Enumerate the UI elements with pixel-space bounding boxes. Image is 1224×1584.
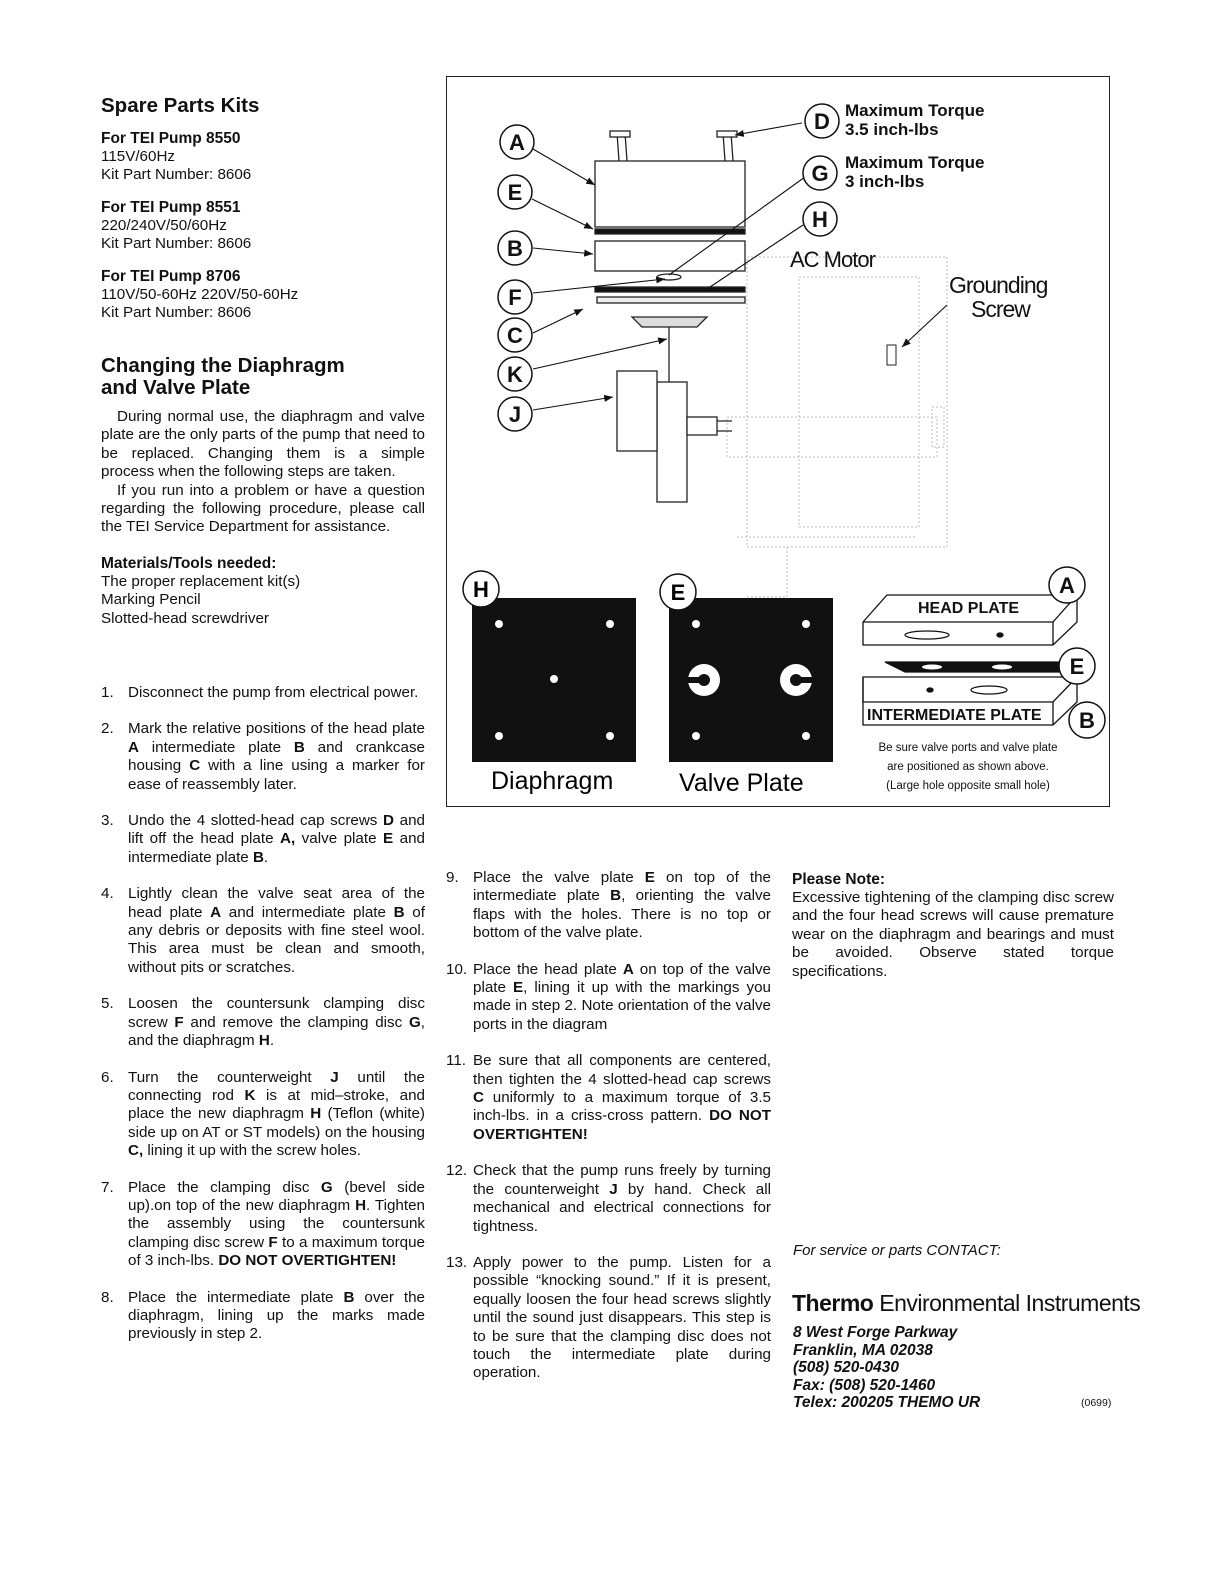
changing-heading-line1: Changing the Diaphragm (101, 354, 345, 377)
please-note (792, 870, 1114, 981)
steps-left-list (101, 684, 425, 1344)
step-text: Loosen the countersunk clamping disc screw (128, 995, 425, 1031)
kit-voltage: 220/240V/50/60Hz (101, 216, 227, 234)
valve-plate-detail (660, 574, 833, 797)
material-item: Marking Pencil (101, 591, 201, 609)
step-text: and crankcase housing (128, 738, 425, 775)
step-emphasis: H (310, 1105, 322, 1123)
diaphragm-detail (463, 571, 636, 795)
step-number: 8. (101, 1288, 114, 1306)
step-emphasis: D (383, 812, 395, 830)
step-text: Turn the counterweight (128, 1068, 331, 1086)
step-text: by hand. Check all mechanical and electrical connections for tightness. (473, 1180, 771, 1235)
step-text: intermediate plate (138, 738, 294, 756)
kit-title: For TEI Pump 8706 (101, 267, 241, 285)
step-emphasis: H (355, 1196, 367, 1214)
step-emphasis: J (609, 1180, 618, 1198)
intermediate-plate-label: INTERMEDIATE PLATE (867, 707, 1042, 724)
step-number: 5. (101, 995, 114, 1013)
step-emphasis: A (622, 960, 634, 978)
step-emphasis: B (343, 1288, 355, 1306)
d-torque-label-2: 3.5 inch-lbs (845, 120, 939, 139)
step-emphasis: H (258, 1032, 270, 1050)
material-item: The proper replacement kit(s) (101, 572, 301, 590)
housing-part (597, 297, 745, 303)
step-text: is at mid–stroke, and place the new diaphragm (128, 1086, 425, 1123)
step-text: Place the intermediate plate (128, 1288, 344, 1306)
step-text: of any debris or deposits with fine steel wool. This area must be clean and smooth, without pits or scratches. (128, 903, 425, 976)
diaphragm-letter: H (473, 577, 489, 602)
step-text: (bevel side up).on top of the new diaphragm (128, 1178, 425, 1214)
step-text: , and the diaphragm (128, 1013, 425, 1050)
step-text: Check that the pump runs freely by turning the counterweight (473, 1162, 771, 1198)
step-item (446, 869, 771, 943)
brand-rest: Environmental Instruments (873, 1290, 1141, 1316)
step-item (101, 885, 425, 977)
step-number: 7. (101, 1178, 114, 1196)
step-item (101, 684, 425, 702)
step-item (101, 1289, 425, 1344)
grounding-label-1: Grounding (949, 272, 1048, 298)
kit-voltage: 115V/60Hz (101, 148, 176, 165)
address-line: (508) 520-0430 (793, 1359, 899, 1376)
d-torque-label-1: Maximum Torque (845, 101, 985, 120)
step-text: Undo the 4 slotted-head cap screws (128, 812, 384, 830)
stack-note-line3: (Large hole opposite small hole) (886, 780, 1050, 792)
kit-title: For TEI Pump 8550 (101, 130, 241, 147)
step-emphasis: DO NOT OVERTIGHTEN! (218, 1252, 397, 1270)
step-number: 11. (446, 1052, 466, 1070)
motor-outline (727, 257, 947, 597)
step-text: Place the clamping disc (128, 1178, 321, 1196)
step-number: 12. (446, 1162, 468, 1180)
step-emphasis: E (513, 979, 524, 997)
head-plate-label: HEAD PLATE (918, 600, 1020, 617)
step-text: and intermediate plate (221, 903, 394, 921)
contact-line: For service or parts CONTACT: (793, 1242, 1001, 1259)
letter-E: E (507, 180, 523, 205)
letter-G: G (811, 161, 829, 186)
step-emphasis: C, (128, 1142, 144, 1160)
step-emphasis: J (330, 1068, 339, 1086)
grounding-label-2: Screw (971, 296, 1030, 322)
note-text: Excessive tightening of the clamping disc screw and the four head screws will cause premature wear on the diaphragm and bearings and must be avoided. Observe stated torque specifications. (792, 889, 1114, 980)
step-emphasis: B (610, 887, 622, 905)
step-text: lining it up with the screw holes. (143, 1142, 361, 1160)
head-plate-part (595, 161, 745, 227)
stack-letter-E: E (1069, 654, 1085, 679)
step-number: 3. (101, 812, 114, 830)
address-line: Telex: 200205 THEMO UR (793, 1394, 981, 1411)
step-text: . (263, 848, 269, 866)
step-text: and remove the clamping disc (183, 1013, 409, 1031)
step-emphasis: G (320, 1178, 333, 1196)
kit-entry (101, 198, 431, 254)
step-number: 9. (446, 869, 459, 886)
address-line: 8 West Forge Parkway (793, 1324, 958, 1341)
step-emphasis: F (174, 1013, 184, 1031)
kit-part-number: Kit Part Number: 8606 (101, 235, 252, 253)
step-item (101, 995, 425, 1050)
materials-title: Materials/Tools needed: (101, 554, 277, 572)
stack-letter-A: A (1059, 573, 1075, 598)
step-emphasis: DO NOT OVERTIGHTEN! (473, 1107, 771, 1143)
address-line: Fax: (508) 520-1460 (793, 1376, 936, 1394)
step-emphasis: E (644, 869, 655, 886)
step-number: 4. (101, 885, 114, 903)
pump-diagram-svg (447, 77, 1111, 808)
kit-list (101, 129, 431, 322)
step-text: , lining it up with the markings you made in step 2. Note orientation of the valve ports in the diagram (473, 979, 771, 1033)
letter-B: B (507, 236, 523, 261)
intro-paragraph: During normal use, the diaphragm and valve plate are the only parts of the pump that need to be replaced. Changing them is a simple process when the following steps are taken. (101, 408, 425, 481)
letter-F: F (508, 285, 522, 310)
connecting-rod-part (617, 371, 657, 451)
company-address (793, 1324, 980, 1412)
exploded-parts (595, 131, 745, 502)
step-text: . (269, 1032, 275, 1050)
step-text: (Teflon (white) side up on AT or ST models) on the housing (128, 1105, 425, 1141)
spare-parts-section (101, 95, 431, 335)
letter-A: A (509, 130, 525, 155)
step-number: 1. (101, 684, 114, 701)
changing-heading-line2: and Valve Plate (101, 376, 251, 399)
step-emphasis: B (393, 903, 405, 921)
clamp-disc-part (632, 317, 707, 327)
note-title: Please Note: (792, 871, 886, 888)
doc-code: (0699) (1081, 1397, 1112, 1409)
grounding-screw (887, 345, 896, 365)
step-item (101, 1069, 425, 1161)
step-text: and intermediate plate (128, 830, 425, 866)
step-item (101, 812, 425, 867)
kit-entry (101, 267, 431, 323)
step-emphasis: F (268, 1233, 278, 1251)
step-text: . Tighten the assembly using the countersunk clamping disc screw (128, 1196, 425, 1251)
letter-H: H (812, 207, 828, 232)
step-text: with a line using a marker for ease of reassembly later. (128, 757, 425, 793)
step-emphasis: B (252, 848, 264, 866)
step-text: Apply power to the pump. Listen for a possible “knocking sound.” If it is present, equally loosen the four head screws slightly until the sound just disappears. This step is to be sure that the clamping disc does not touch the intermediate plate during operation. (473, 1253, 771, 1382)
help-paragraph: If you run into a problem or have a question regarding the following procedure, please call the TEI Service Department for assistance. (101, 481, 425, 536)
valve-plate-letter: E (670, 580, 686, 605)
step-text: to a maximum torque of 3 inch-lbs. (128, 1233, 425, 1270)
step-text: valve plate (295, 830, 384, 848)
step-emphasis: A (128, 738, 139, 756)
step-item (446, 1052, 771, 1144)
stack-note-line1: Be sure valve ports and valve plate (878, 742, 1058, 754)
g-torque-label-2: 3 inch-lbs (845, 172, 925, 191)
stack-letter-B: B (1079, 708, 1095, 733)
step-text: uniformly to a maximum torque of 3.5 inch-lbs. in a criss-cross pattern. (473, 1089, 771, 1125)
step-item (101, 720, 425, 794)
kit-title: For TEI Pump 8551 (101, 198, 241, 216)
step-text: , orienting the valve flaps with the holes. There is no top or bottom of the valve plate. (473, 887, 771, 942)
step-text: Be sure that all components are centered, then tighten the 4 slotted-head cap screws (473, 1052, 771, 1088)
kit-part-number: Kit Part Number: 8606 (101, 166, 252, 184)
brand-bold: Thermo (792, 1290, 874, 1316)
changing-section (101, 355, 425, 628)
letter-D: D (814, 109, 830, 134)
step-text: Lightly clean the valve seat area of the head plate (128, 885, 425, 921)
step-number: 2. (101, 720, 114, 738)
pump-diagram (446, 76, 1110, 807)
address-line: Franklin, MA 02038 (793, 1341, 933, 1359)
part-letters-left (498, 125, 534, 431)
step-emphasis: E (383, 830, 394, 848)
step-number: 6. (101, 1068, 114, 1086)
diaphragm-caption: Diaphragm (491, 767, 614, 795)
steps-mid-list (446, 869, 771, 1383)
spare-parts-heading: Spare Parts Kits (101, 94, 260, 117)
step-emphasis: A (210, 903, 222, 921)
step-emphasis: C (189, 757, 201, 775)
step-text: until the connecting rod (128, 1068, 425, 1104)
step-item (101, 1179, 425, 1271)
step-emphasis: C (473, 1089, 484, 1107)
kit-entry (101, 129, 431, 185)
company-brand (792, 1290, 1140, 1317)
stack-note-line2: are positioned as shown above. (887, 761, 1049, 773)
materials-list (101, 573, 425, 628)
ac-motor-label: AC Motor (790, 247, 875, 272)
counterweight-part (657, 382, 687, 502)
step-text: on top of the valve plate (473, 960, 771, 997)
letter-J: J (508, 402, 522, 427)
step-emphasis: A, (280, 830, 296, 848)
letter-C: C (507, 323, 523, 348)
step-text: Place the head plate (473, 960, 623, 978)
diaphragm-part (595, 287, 745, 292)
step-item (446, 1162, 771, 1236)
letter-K: K (507, 362, 523, 387)
step-text: Place the valve plate (473, 869, 645, 886)
g-torque-label-1: Maximum Torque (845, 153, 985, 172)
material-item: Slotted-head screwdriver (101, 609, 269, 627)
step-emphasis: K (244, 1086, 256, 1104)
step-text: and lift off the head plate (128, 812, 425, 848)
step-item (446, 961, 771, 1035)
step-text: over the diaphragm, lining up the marks made previously in step 2. (128, 1288, 425, 1343)
step-emphasis: G (408, 1013, 421, 1031)
kit-part-number: Kit Part Number: 8606 (101, 304, 252, 322)
step-text: Mark the relative positions of the head plate (128, 720, 425, 738)
intermediate-plate-part (595, 241, 745, 271)
step-number: 10. (446, 960, 468, 978)
changing-heading (101, 355, 425, 399)
step-number: 13. (446, 1253, 468, 1271)
valve-plate-part (595, 229, 745, 234)
kit-voltage: 110V/50-60Hz 220V/50-60Hz (101, 285, 299, 303)
step-item (446, 1254, 771, 1383)
step-text: Disconnect the pump from electrical power. (128, 684, 419, 701)
valve-plate-caption: Valve Plate (679, 769, 804, 797)
step-emphasis: B (293, 738, 305, 756)
step-text: on top of the intermediate plate (473, 869, 771, 905)
